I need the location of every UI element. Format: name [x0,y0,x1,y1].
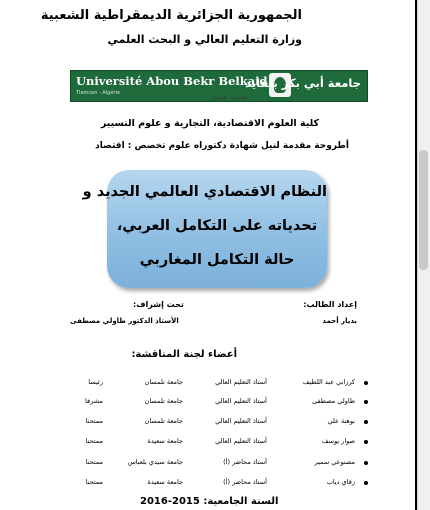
member-institution: جامعة تلمسان [144,417,183,425]
title-line-1: النظام الاقتصادي العالمي الجديد و [82,184,327,200]
member-rank: أستاذ التعليم العالي [215,378,267,386]
member-institution: جامعة تلمسان [144,397,183,405]
university-name-ar: جامعة أبي بكر بلقايد [245,76,361,90]
academic-year: السنة الجامعية: 2015-2016 [140,496,279,507]
university-location: Tlemcen - Algérie [76,90,120,96]
member-institution: جامعة سعيدة [147,437,183,445]
member-name: مصنوعي سمير [314,458,355,466]
thesis-title-box [82,170,327,288]
university-name-fr: Université Abou Bekr Belkaid [76,74,268,88]
student-name: بديار أحمد [322,317,357,325]
member-rank: أستاذ التعليم العالي [215,417,267,425]
member-institution: جامعة سيدي بلعباس [127,458,183,466]
scrollbar-thumb[interactable] [419,150,428,270]
ministry-header: وزارة التعليم العالي و البحث العلمي [107,33,302,46]
supervisor-name: الأستاذ الدكتور طاولي مصطفى [70,317,179,325]
member-role: ممتحنا [85,417,103,425]
member-role: ممتحنا [85,458,103,466]
member-rank: أستاذ محاضر (أ) [223,458,267,466]
bullet-icon [364,400,368,404]
member-name: طاولي مصطفى [312,397,355,405]
member-institution: جامعة تلمسان [144,378,183,386]
bullet-icon [364,420,368,424]
member-role: ممتحنا [85,437,103,445]
member-role: ممتحنا [85,478,103,486]
committee-heading: أعضاء لجنة المناقشة: [131,349,237,360]
republic-header: الجمهورية الجزائرية الديمقراطية الشعبية [40,8,302,23]
supervisor-label: تحت إشراف: [133,300,184,309]
member-name: زقاي دياب [326,478,355,486]
member-institution: جامعة سعيدة [147,478,183,486]
title-line-3: حالة التكامل المغاربي [139,252,295,268]
member-role: رئيسا [88,378,103,386]
title-line-2: تحدياته على التكامل العربي، [116,218,318,234]
member-rank: أستاذ محاضر (أ) [223,478,267,486]
bullet-icon [364,461,368,465]
member-name: كرزابي عبد اللطيف [302,378,355,386]
member-name: صوار يوسف [321,437,355,445]
bullet-icon [364,481,368,485]
member-rank: أستاذ التعليم العالي [215,437,267,445]
member-name: بوهنة علي [327,417,355,425]
thesis-type: أطروحة مقدمة لنيل شهادة دكتوراه علوم تخصص : اقتصاد [95,141,349,151]
emblem-caption: تلمسان - الجزائر [212,95,248,101]
faculty-name: كلية العلوم الاقتصادية، التجارية و علوم التسيير [100,118,319,129]
prepared-by-label: إعداد الطالب: [303,300,357,309]
member-role: مشرفا [85,397,103,405]
bullet-icon [364,381,368,385]
member-rank: أستاذ التعليم العالي [215,397,267,405]
bullet-icon [364,440,368,444]
